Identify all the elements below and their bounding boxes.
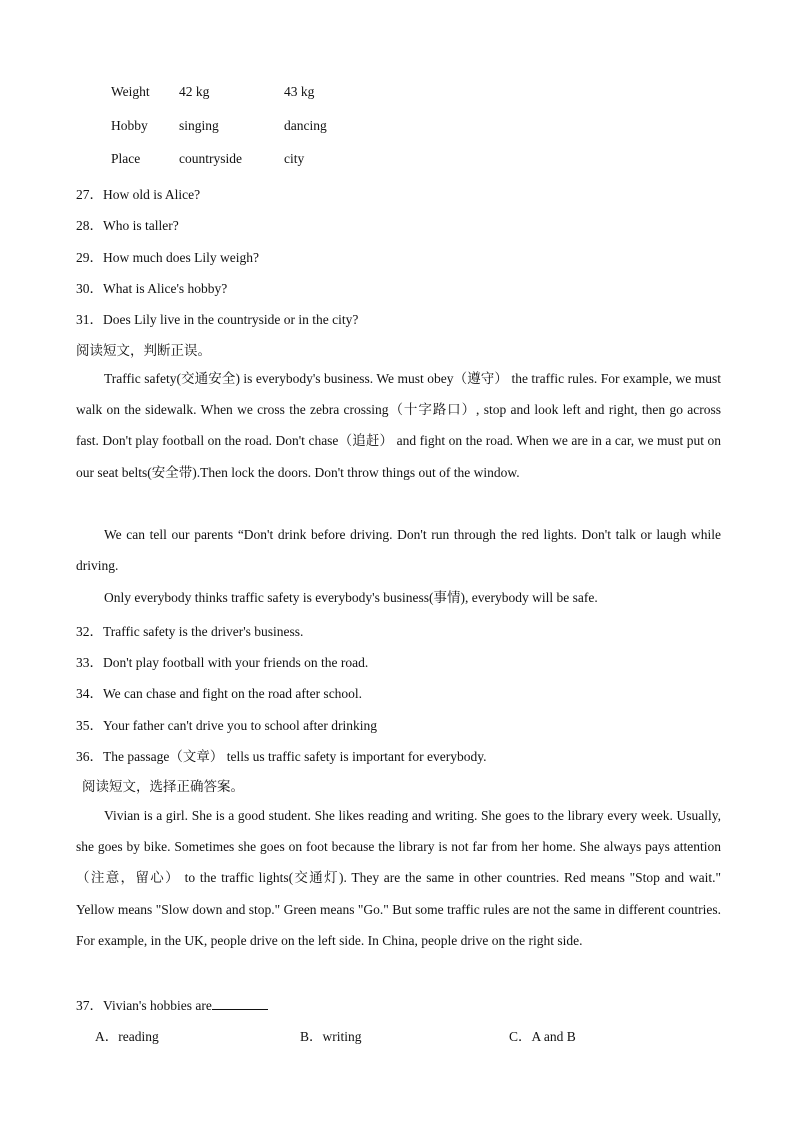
table-label: Place: [111, 151, 141, 166]
passage-paragraph: Only everybody thinks traffic safety is everybody's business(事情), everybody will be safe.: [104, 590, 598, 605]
table-cell-alice: 42 kg: [179, 84, 210, 99]
option-a[interactable]: A．reading: [95, 1029, 159, 1044]
table-label: Weight: [111, 84, 150, 99]
question-32: 32．Traffic safety is the driver's business.: [76, 624, 304, 639]
section-instruction-judge: 阅读短文，判断正误。: [76, 343, 211, 358]
table-cell-lily: city: [284, 151, 305, 166]
table-cell-lily: dancing: [284, 118, 327, 133]
table-label: Hobby: [111, 118, 148, 133]
question-37-text: 37．Vivian's hobbies are: [76, 998, 212, 1013]
question-29: 29．How much does Lily weigh?: [76, 250, 259, 265]
passage-paragraph: We can tell our parents “Don't drink before driving. Don't run through the red lights. Don't talk or laugh while driving.: [76, 527, 721, 574]
table-cell-alice: countryside: [179, 151, 242, 166]
question-36: 36．The passage（文章） tells us traffic safety is important for everybody.: [76, 749, 487, 764]
option-c[interactable]: C．A and B: [509, 1029, 576, 1044]
passage-paragraph: Vivian is a girl. She is a good student. She likes reading and writing. She goes to the library every week. Usually, she goes by bike. Sometimes she goes on foot because the library is not far from her home. She always pays attention（注意，留心） to the traffic lights(交通灯). They are the same in other countries. Red means "Stop and wait." Yellow means "Slow down and stop." Green means "Go." But some traffic rules are not the same in different countries. For example, in the UK, people drive on the left side. In China, people drive on the right side.: [76, 808, 721, 948]
answer-blank[interactable]: [212, 997, 268, 1010]
question-35: 35．Your father can't drive you to school after drinking: [76, 718, 377, 733]
option-b[interactable]: B．writing: [300, 1029, 362, 1044]
table-cell-alice: singing: [179, 118, 219, 133]
question-28: 28．Who is taller?: [76, 218, 179, 233]
passage-paragraph: Traffic safety(交通安全) is everybody's business. We must obey（遵守） the traffic rules. For example, we must walk on the sidewalk. When we cross the zebra crossing（十字路口）, stop and look left and right, then go across fast. Don't play football on the road. Don't chase（追赶） and fight on the road. When we are in a car, we must put on our seat belts(安全带).Then lock the doors. Don't throw things out of the window.: [76, 371, 721, 480]
question-37: [76, 994, 268, 1014]
question-31: 31．Does Lily live in the countryside or in the city?: [76, 312, 359, 327]
question-27: 27．How old is Alice?: [76, 187, 201, 202]
question-30: 30．What is Alice's hobby?: [76, 281, 228, 296]
question-33: 33．Don't play football with your friends on the road.: [76, 655, 369, 670]
table-cell-lily: 43 kg: [284, 84, 315, 99]
section-instruction-choice: 阅读短文，选择正确答案。: [82, 779, 244, 794]
question-34: 34．We can chase and fight on the road after school.: [76, 686, 363, 701]
